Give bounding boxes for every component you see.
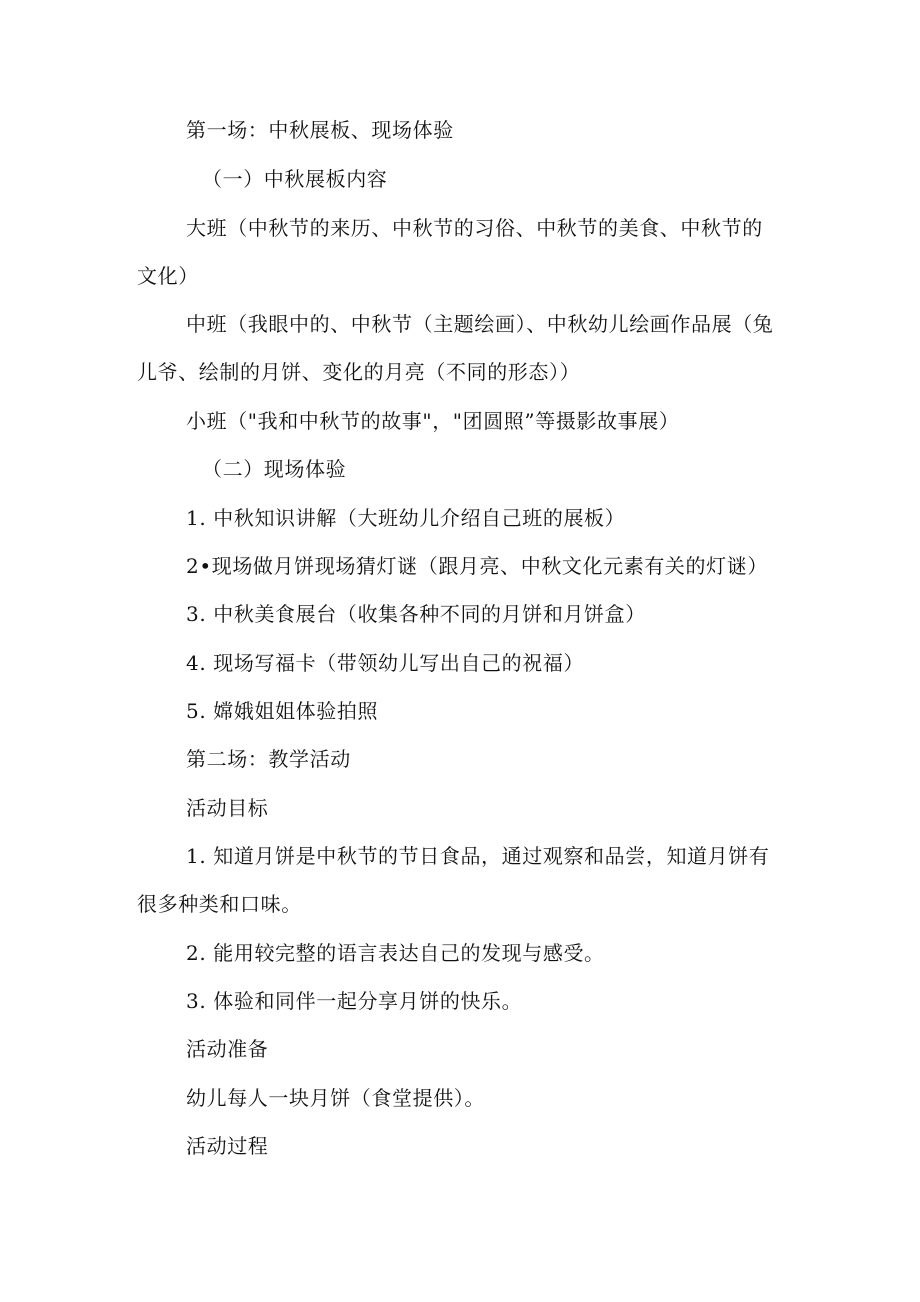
subheading: 活动目标 (186, 796, 269, 820)
subsection-heading-1: （一）中秋展板内容 (202, 167, 388, 191)
list-item: 3. 体验和同伴一起分享月饼的快乐。 (186, 989, 523, 1013)
list-item: 4. 现场写福卡（带领幼儿写出自己的祝福） (186, 651, 585, 675)
subsection-heading-2: （二）现场体验 (202, 457, 347, 481)
subheading: 活动过程 (186, 1134, 269, 1158)
paragraph-line: 文化） (137, 264, 199, 288)
list-item: 3. 中秋美食展台（收集各种不同的月饼和月饼盒） (186, 602, 646, 626)
paragraph-line: 儿爷、绘制的月饼、变化的月亮（不同的形态）） (137, 360, 581, 384)
paragraph-line: 小班（"我和中秋节的故事"，"团圆照”等摄影故事展） (186, 409, 680, 433)
subheading: 活动准备 (186, 1037, 269, 1061)
paragraph-line: 幼儿每人一块月饼（食堂提供）。 (186, 1086, 485, 1110)
paragraph-line: 大班（中秋节的来历、中秋节的习俗、中秋节的美食、中秋节的 (186, 216, 763, 240)
list-item: 1. 知道月饼是中秋节的节日食品，通过观察和品尝，知道月饼有 (186, 844, 770, 868)
list-item: 1. 中秋知识讲解（大班幼儿介绍自己班的展板） (186, 506, 626, 530)
paragraph-line: 很多种类和口味。 (137, 892, 302, 916)
list-item: 5. 嫦娥姐姐体验拍照 (186, 699, 379, 723)
list-item: 2•现场做月饼现场猜灯谜（跟月亮、中秋文化元素有关的灯谜） (186, 554, 768, 578)
section-heading-2: 第二场：教学活动 (186, 747, 351, 771)
list-item: 2. 能用较完整的语言表达自己的发现与感受。 (186, 941, 605, 965)
paragraph-line: 中班（我眼中的、中秋节（主题绘画）、中秋幼儿绘画作品展（兔 (186, 312, 774, 336)
section-heading-1: 第一场：中秋展板、现场体验 (186, 118, 454, 142)
